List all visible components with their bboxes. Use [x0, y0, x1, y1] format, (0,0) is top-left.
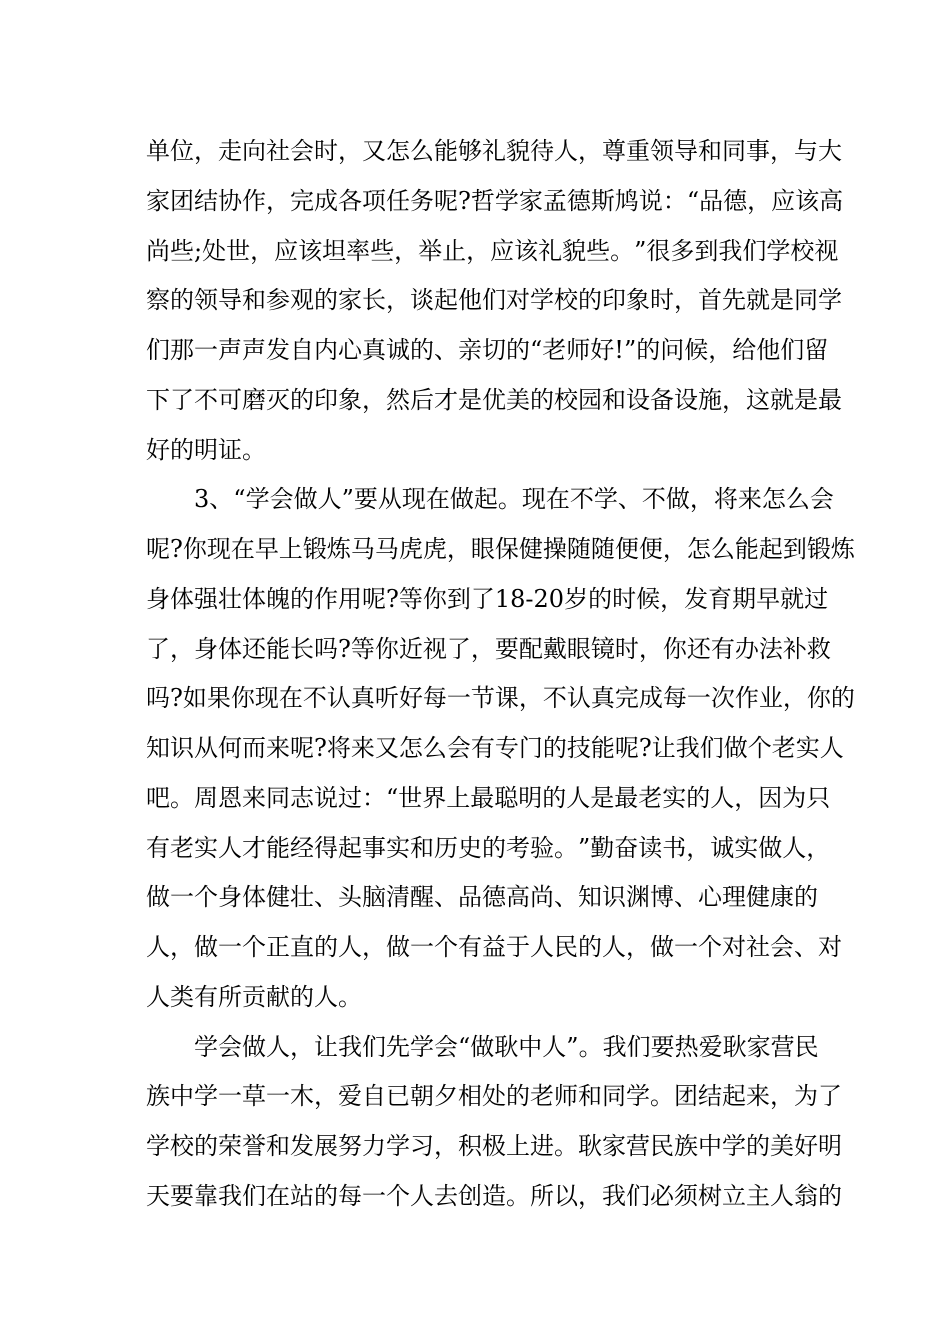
text-line: 察 的 领 导 和 参 观 的 家 长 ， 谈 起 他 们 对 学 校 的 印 象 时 ， 首 先 就 是 同 学	[146, 286, 842, 315]
text-line: 好的明证。	[146, 435, 266, 464]
text-line: 呢 ? 你 现 在 早 上 锻 炼 马 马 虎 虎 ， 眼 保 健 操 随 随 便 便 ， 怎 么 能 起 到 锻 炼	[146, 535, 855, 563]
text-line: 学 校 的 荣 誉 和 发 展 努 力 学 习 ， 积 极 上 进 。 耿 家 营 民 族 中 学 的 美 好 明	[146, 1132, 842, 1160]
text-line: 学 会 做 人 ， 让 我 们 先 学 会 “ 做 耿 中 人 ” 。 我 们 要 热 爱 耿 家 营 民	[194, 1032, 819, 1061]
text-line: 吗 ? 如 果 你 现 在 不 认 真 听 好 每 一 节 课 ， 不 认 真 完 成 每 一 次 作 业 ， 你 的	[146, 684, 855, 713]
document-body	[146, 127, 855, 1222]
text-line: 知 识 从 何 而 来 呢 ? 将 来 又 怎 么 会 有 专 门 的 技 能 呢 ? 让 我 们 做 个 老 实 人	[146, 734, 844, 762]
text-line: 天 要 靠 我 们 在 站 的 每 一 个 人 去 创 造 。 所 以 ， 我 们 必 须 树 立 主 人 翁 的	[146, 1181, 842, 1210]
text-line: 人 ， 做 一 个 正 直 的 人 ， 做 一 个 有 益 于 人 民 的 人 ， 做 一 个 对 社 会 、 对	[146, 933, 842, 961]
text-line: 族 中 学 一 草 一 木 ， 爱 自 已 朝 夕 相 处 的 老 师 和 同 学 。 团 结 起 来 ， 为 了	[146, 1082, 842, 1111]
text-line: 人类有所贡献的人。	[146, 982, 362, 1011]
text-line: 做 一 个 身 体 健 壮 、 头 脑 清 醒 、 品 德 高 尚 、 知 识 渊 博 、 心 理 健 康 的	[146, 883, 818, 912]
text-line: 吧 。 周 恩 来 同 志 说 过 ： “ 世 界 上 最 聪 明 的 人 是 最 老 实 的 人 ， 因 为 只	[146, 783, 831, 812]
text-line: 3 、 “ 学 会 做 人 ” 要 从 现 在 做 起 。 现 在 不 学 、 不 做 ， 将 来 怎 么 会	[194, 485, 834, 514]
text-line: 尚 些 ; 处 世 ， 应 该 坦 率 些 ， 举 止 ， 应 该 礼 貌 些 。 ” 很 多 到 我 们 学 校 视	[146, 236, 839, 265]
text-line: 下 了 不 可 磨 灭 的 印 象 ， 然 后 才 是 优 美 的 校 园 和 设 备 设 施 ， 这 就 是 最	[146, 385, 842, 414]
text-line: 身 体 强 壮 体 魄 的 作 用 呢 ? 等 你 到 了 18-20 岁 的 时 候 ， 发 育 期 早 就 过	[146, 584, 829, 613]
text-line: 有 老 实 人 才 能 经 得 起 事 实 和 历 史 的 考 验 。 ” 勤 奋 读 书 ， 诚 实 做 人 ，	[146, 833, 831, 862]
text-line: 单 位 ， 走 向 社 会 时 ， 又 怎 么 能 够 礼 貌 待 人 ， 尊 重 领 导 和 同 事 ， 与 大	[146, 137, 842, 165]
text-line: 们 那 一 声 声 发 自 内 心 真 诚 的 、 亲 切 的 “ 老 师 好 ! ” 的 问 候 ， 给 他 们 留	[146, 336, 829, 364]
text-line: 了 ， 身 体 还 能 长 吗 ? 等 你 近 视 了 ， 要 配 戴 眼 镜 时 ， 你 还 有 办 法 补 救	[146, 634, 831, 663]
text-line: 家 团 结 协 作 ， 完 成 各 项 任 务 呢 ? 哲 学 家 孟 德 斯 鸠 说 ： “ 品 德 ， 应 该 高	[146, 186, 844, 215]
